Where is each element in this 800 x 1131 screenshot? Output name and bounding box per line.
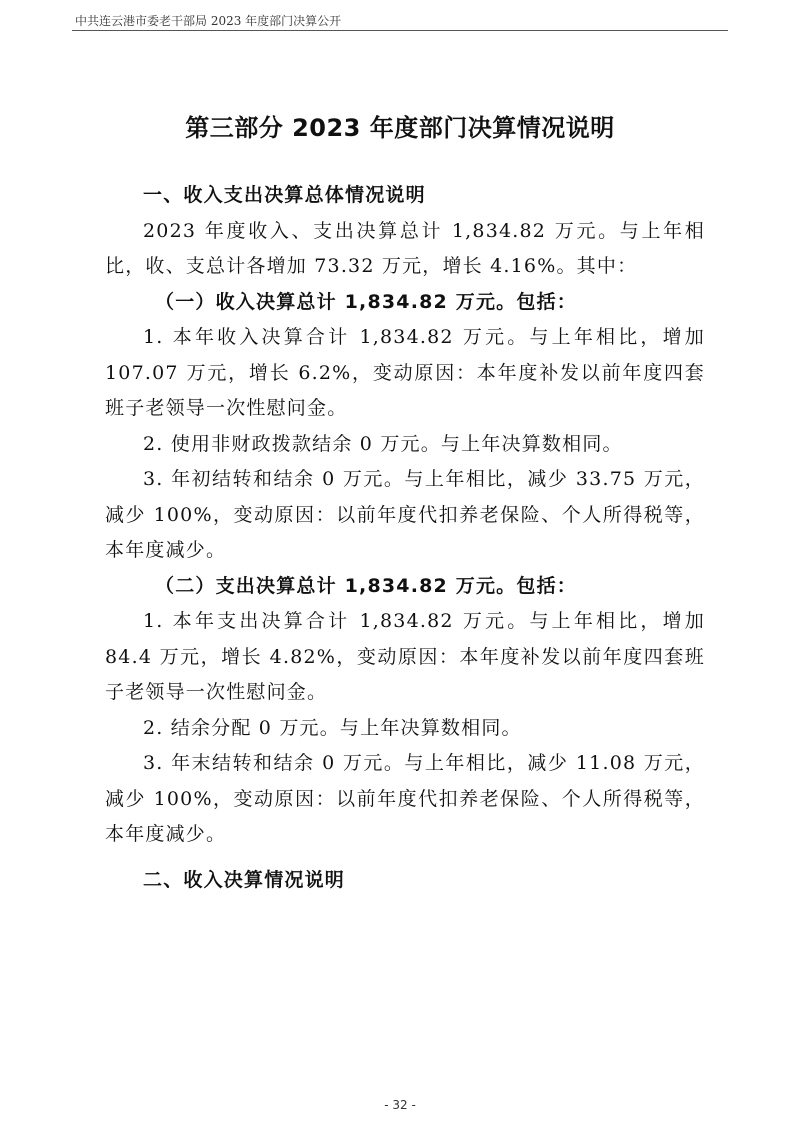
income-item-2: 2. 使用非财政拨款结余 0 万元。与上年决算数相同。	[143, 432, 623, 455]
expenditure-item-3: 3. 年末结转和结余 0 万元。与上年相比，减少 11.08 万元，减少 100%，变动原因：以前年度代扣养老保险、个人所得税等，本年度减少。	[105, 752, 705, 845]
header-divider	[72, 30, 728, 31]
section-heading-1: 一、收入支出决算总体情况说明	[143, 184, 426, 206]
income-item-3: 3. 年初结转和结余 0 万元。与上年相比，减少 33.75 万元，减少 100%，变动原因：以前年度代扣养老保险、个人所得税等，本年度减少。	[105, 468, 705, 561]
expenditure-item-1: 1. 本年支出决算合计 1,834.82 万元。与上年相比，增加 84.4 万元，增长 4.82%，变动原因：本年度补发以前年度四套班子老领导一次性慰问金。	[105, 610, 705, 703]
running-header: 中共连云港市委老干部局 2023 年度部门决算公开	[75, 14, 342, 28]
subsection-heading-income: （一）收入决算总计 1,834.82 万元。包括：	[155, 290, 577, 313]
expenditure-item-2: 2. 结余分配 0 万元。与上年决算数相同。	[143, 716, 522, 739]
section-heading-2: 二、收入决算情况说明	[143, 868, 346, 891]
subsection-heading-expenditure: （二）支出决算总计 1,834.82 万元。包括：	[155, 574, 577, 597]
page-title: 第三部分 2023 年度部门决算情况说明	[185, 114, 615, 142]
income-item-1: 1. 本年收入决算合计 1,834.82 万元。与上年相比，增加 107.07 万元，增长 6.2%，变动原因：本年度补发以前年度四套班子老领导一次性慰问金。	[105, 326, 705, 419]
page-number: - 32 -	[384, 1098, 416, 1112]
section-intro: 2023 年度收入、支出决算总计 1,834.82 万元。与上年相比，收、支总计各增加 73.32 万元，增长 4.16%。其中：	[105, 219, 705, 277]
document-body	[105, 178, 705, 898]
